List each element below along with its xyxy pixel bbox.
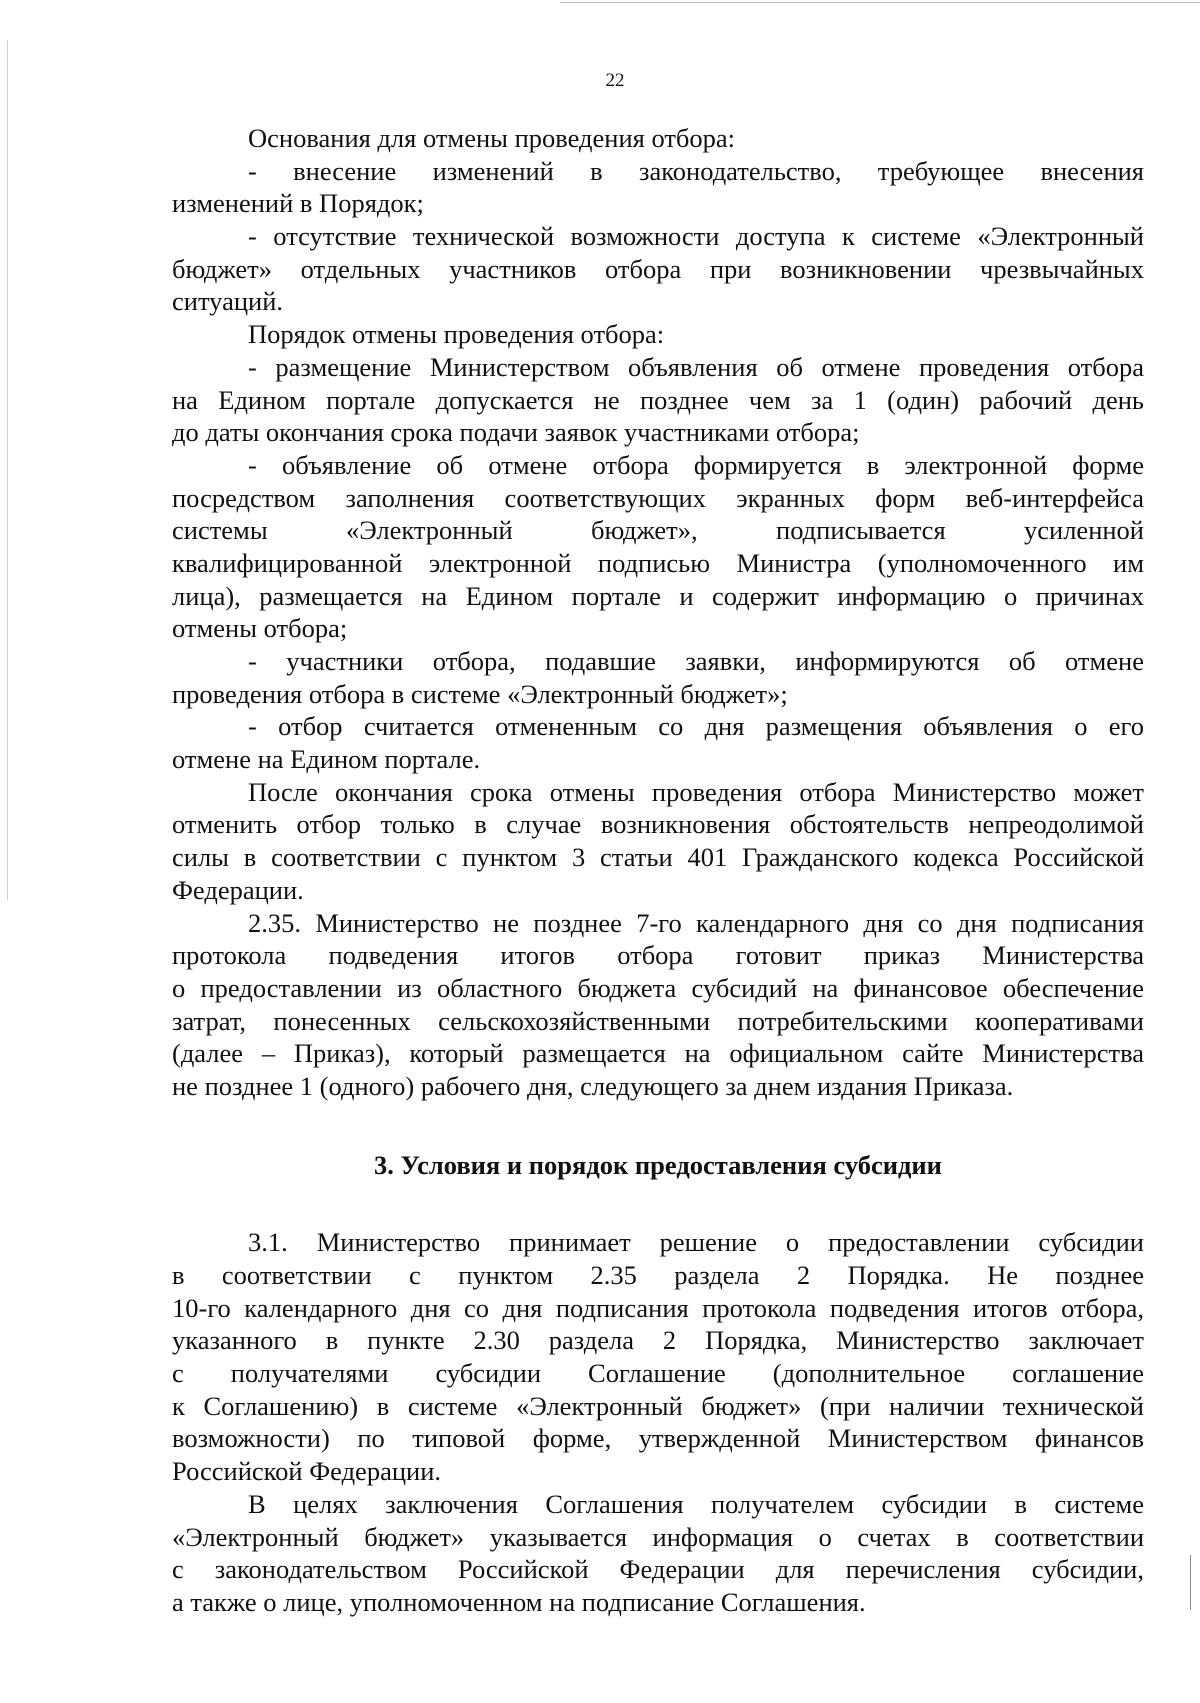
- text-line: - участники отбора, подавшие заявки, информируются об отмене: [248, 646, 1144, 676]
- text-line: После окончания срока отмены проведения отбора Министерство может: [248, 776, 1144, 807]
- text-line: (далее – Приказ), который размещается на официальном сайте Министерства: [172, 1038, 1144, 1069]
- text-line: бюджет» отдельных участников отбора при возникновении чрезвычайных: [172, 253, 1144, 284]
- text-block-after-heading: [172, 1226, 1144, 1618]
- text-line: В целях заключения Соглашения получателем субсидии в системе: [248, 1488, 1144, 1519]
- text-line: - отсутствие технической возможности доступа к системе «Электронный: [248, 221, 1144, 252]
- text-line: с законодательством Российской Федерации для перечисления субсидии,: [172, 1554, 1144, 1585]
- text-line: с получателями субсидии Соглашение (дополнительное соглашение: [172, 1358, 1144, 1389]
- text-line: квалифицированной электронной подписью Министра (уполномоченного им: [172, 547, 1144, 578]
- scan-edge-left: [7, 40, 8, 900]
- text-line: 3.1. Министерство принимает решение о предоставлении субсидии: [248, 1227, 1144, 1258]
- text-line: не позднее 1 (одного) рабочего дня, следующего за днем издания Приказа.: [172, 1070, 1014, 1101]
- text-line: изменений в Порядок;: [172, 188, 424, 219]
- text-line: Основания для отмены проведения отбора:: [248, 123, 736, 153]
- text-line: системы «Электронный бюджет», подписывается усиленной: [172, 515, 1144, 546]
- text-line: силы в соответствии с пунктом 3 статьи 401 Гражданского кодекса Российской: [172, 842, 1144, 873]
- text-line: проведения отбора в системе «Электронный бюджет»;: [172, 678, 788, 709]
- spacer: [172, 1181, 1144, 1226]
- scan-edge-top: [560, 2, 1200, 3]
- text-block-before-heading: [172, 122, 1144, 1103]
- text-line: 10-го календарного дня со дня подписания протокола подведения итогов отбора,: [172, 1292, 1144, 1323]
- text-line: Порядок отмены проведения отбора:: [248, 319, 665, 350]
- spacer: [172, 1103, 1144, 1149]
- text-line: к Соглашению) в системе «Электронный бюджет» (при наличии технической: [172, 1390, 1144, 1421]
- text-line: лица), размещается на Едином портале и содержит информацию о причинах: [172, 580, 1144, 611]
- text-line: в соответствии с пунктом 2.35 раздела 2 Порядка. Не позднее: [172, 1260, 1144, 1290]
- text-line: Российской Федерации.: [172, 1456, 441, 1487]
- section-heading: 3. Условия и порядок предоставления субсидии: [374, 1149, 942, 1180]
- document-body: [172, 122, 1144, 1619]
- text-line: протокола подведения итогов отбора готовит приказ Министерства: [172, 940, 1144, 971]
- text-line: - объявление об отмене отбора формируется в электронной форме: [248, 449, 1144, 480]
- text-line: указанного в пункте 2.30 раздела 2 Порядка, Министерство заключает: [172, 1325, 1144, 1356]
- text-line: - отбор считается отмененным со дня размещения объявления о его: [248, 711, 1144, 742]
- text-line: о предоставлении из областного бюджета субсидий на финансовое обеспечение: [172, 972, 1144, 1003]
- text-line: «Электронный бюджет» указывается информация о счетах в соответствии: [172, 1521, 1144, 1552]
- text-line: посредством заполнения соответствующих экранных форм веб-интерфейса: [172, 482, 1144, 513]
- text-line: ситуаций.: [172, 286, 284, 317]
- text-line: 2.35. Министерство не позднее 7-го календарного дня со дня подписания: [248, 907, 1144, 938]
- text-line: - внесение изменений в законодательство, требующее внесения: [248, 155, 1144, 186]
- text-line: отменить отбор только в случае возникновения обстоятельств непреодолимой: [172, 809, 1144, 840]
- text-line: Федерации.: [172, 874, 304, 905]
- page-number: 22: [605, 70, 625, 91]
- scan-mark-right: [1190, 1555, 1191, 1610]
- text-line: отмены отбора;: [172, 613, 348, 644]
- text-line: - размещение Министерством объявления об отмене проведения отбора: [248, 351, 1144, 382]
- text-line: до даты окончания срока подачи заявок участниками отбора;: [172, 417, 860, 448]
- text-line: на Едином портале допускается не позднее чем за 1 (один) рабочий день: [172, 384, 1144, 415]
- text-line: отмене на Едином портале.: [172, 744, 481, 775]
- text-line: возможности) по типовой форме, утвержденной Министерством финансов: [172, 1423, 1144, 1454]
- text-line: а также о лице, уполномоченном на подписание Соглашения.: [172, 1586, 866, 1617]
- text-line: затрат, понесенных сельскохозяйственными потребительскими кооперативами: [172, 1005, 1144, 1036]
